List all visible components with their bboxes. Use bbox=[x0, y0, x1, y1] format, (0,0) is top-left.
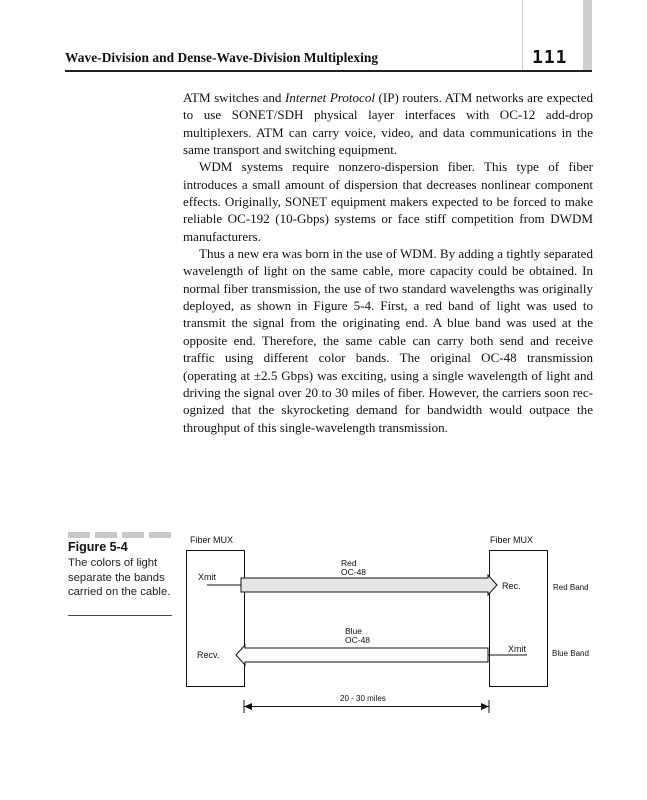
right-xmit-label: Xmit bbox=[508, 644, 526, 654]
paragraph-1-rest: (IP) routers. ATM networks are expected to use SONET/SDH physical layer interfaces with OC-12 add-drop multiplexers. ATM can carry voice, video, and data communications in the same transport and switching equipment. bbox=[183, 90, 593, 158]
paragraph-2: WDM systems require nonzero-dispersion fiber. This type of fiber introduces a small amount of dispersion that decreases nonlinear component effects. Originally, SONET equipment makers expected to be forced to make reliable OC-192 (10-Gbps) systems or face stiff competition from DWDM manufacturers. bbox=[183, 159, 593, 244]
blue-band-label: Blue Band bbox=[552, 649, 589, 658]
internet-protocol-term: Internet Protocol bbox=[284, 90, 375, 105]
right-mux-label: Fiber MUX bbox=[490, 535, 534, 545]
paragraph-3: Thus a new era was born in the use of WDM. By adding a tightly separated wavelength of light on the same cable, more capacity could be obtained. In normal fiber transmission, the use of two standard wavelengths was originally deployed, as shown in Figure 5-4. First, a red band of light was used to transmit the signal from the originating end. A blue band was used at the opposite end. Therefore, the same cable can carry both send and receive traffic using different color bands. The original OC-48 transmission (operating at ±2.5 Gbps) was exciting, using a single wavelength of light and driving the signal over 20 to 30 miles of fiber. However, the carriers soon recognized that the skyrocketing demand for bandwidth would outpace the throughput of this single-wavelength transmission. bbox=[183, 246, 593, 435]
red-label-line2: OC-48 bbox=[341, 567, 367, 577]
left-recv-label: Recv. bbox=[197, 650, 220, 660]
figure-caption: The colors of light separate the bands carried on the cable. bbox=[68, 557, 171, 599]
paragraph-1-start: ATM switches and bbox=[183, 90, 285, 105]
running-head: Wave-Division and Dense-Wave-Division Multiplexing bbox=[65, 50, 379, 65]
distance-arrowhead-left bbox=[244, 703, 252, 710]
right-fiber-mux-box bbox=[490, 551, 548, 687]
left-mux-label: Fiber MUX bbox=[190, 535, 234, 545]
blue-band-arrow bbox=[236, 645, 488, 665]
red-label-line1: Red bbox=[341, 558, 357, 568]
distance-label: 20 - 30 miles bbox=[340, 694, 386, 703]
distance-arrowhead-right bbox=[481, 703, 489, 710]
blue-label-line2: OC-48 bbox=[345, 635, 371, 645]
right-rec-label: Rec. bbox=[502, 581, 521, 591]
red-band-arrow bbox=[241, 575, 497, 595]
red-band-label: Red Band bbox=[553, 583, 589, 592]
blue-label-line1: Blue bbox=[345, 626, 363, 636]
left-xmit-label: Xmit bbox=[198, 572, 216, 582]
left-fiber-mux-box bbox=[187, 551, 245, 687]
page-number: 111 bbox=[532, 47, 568, 68]
figure-label: Figure 5-4 bbox=[68, 540, 128, 554]
